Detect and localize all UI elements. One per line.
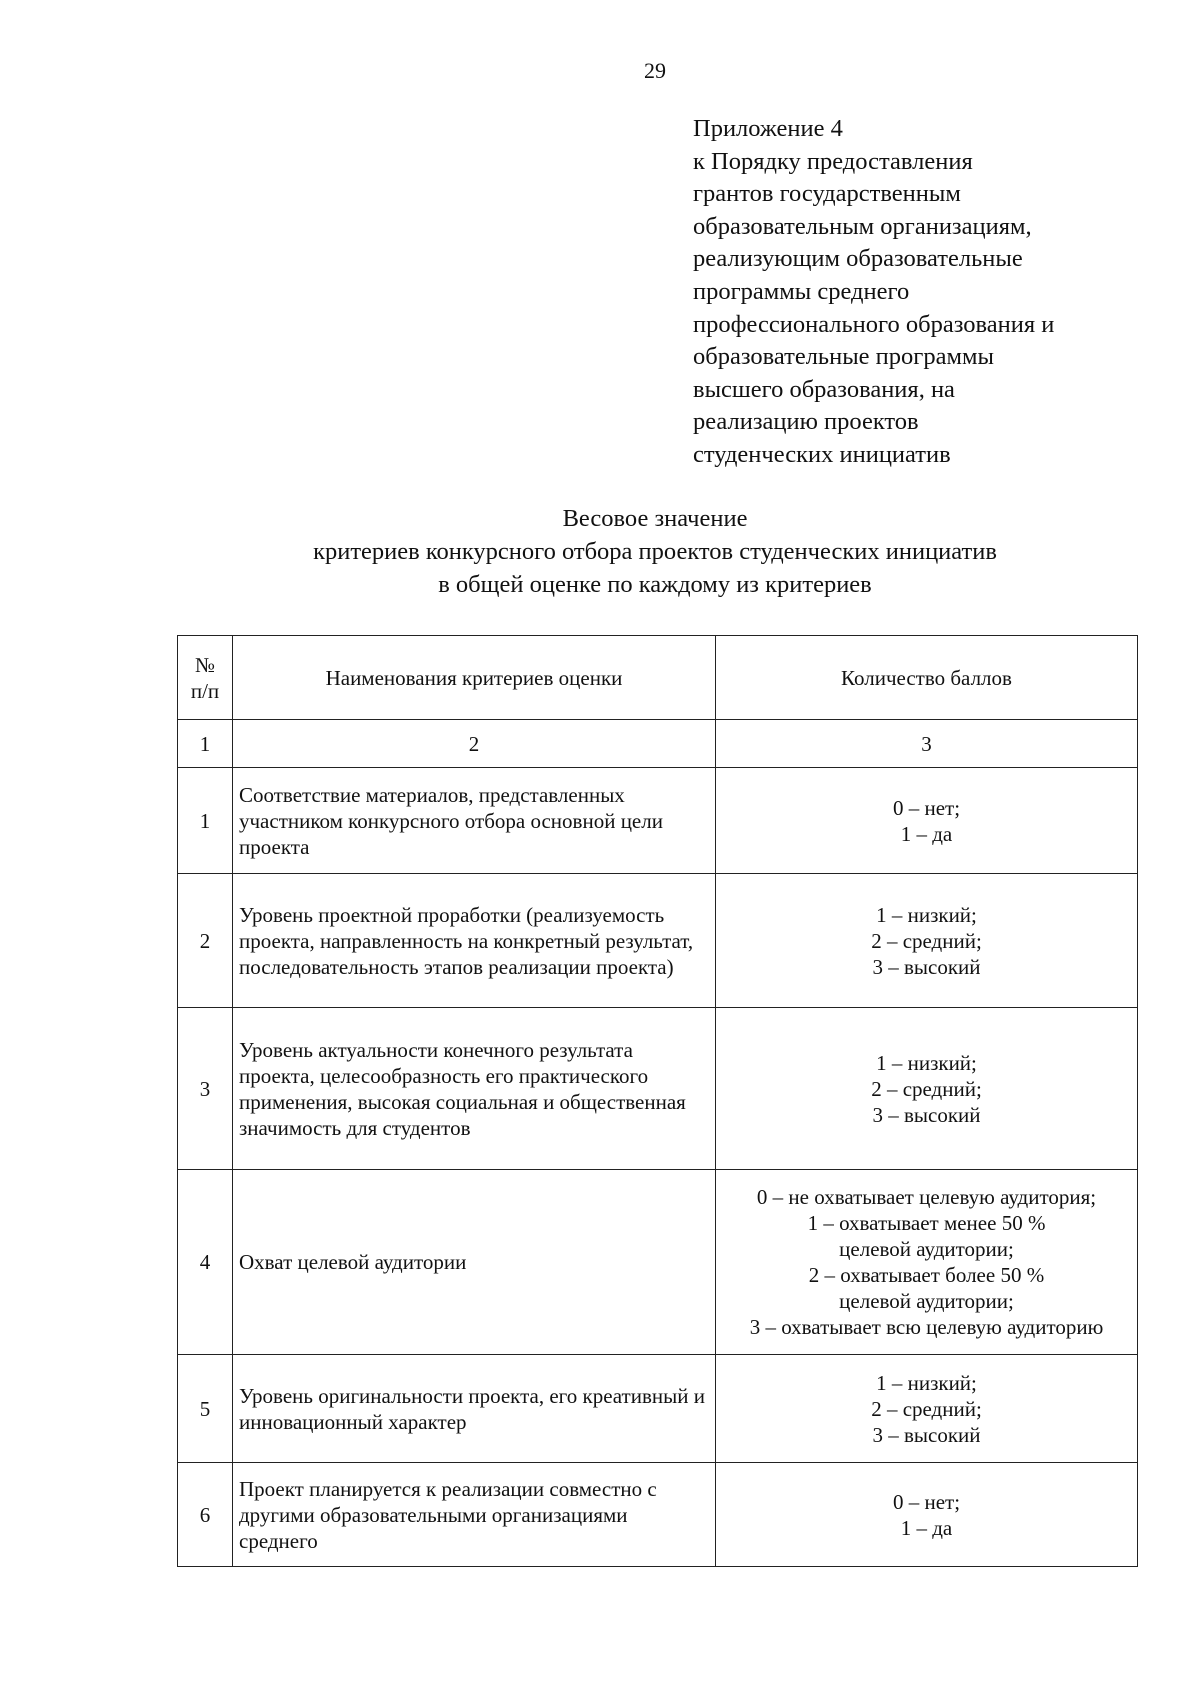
table-numbering-row xyxy=(178,720,1138,768)
title-line: в общей оценке по каждому из критериев xyxy=(438,571,872,598)
score-line: 1 – охватывает менее 50 % xyxy=(807,1211,1046,1235)
score-line: 3 – охватывает всю целевую аудиторию xyxy=(749,1315,1104,1339)
score-line: 3 – высокий xyxy=(872,1422,981,1447)
title-line: Весовое значение xyxy=(562,505,748,532)
appendix-line: грантов государственным xyxy=(693,180,961,208)
appendix-line: реализацию проектов xyxy=(693,408,919,436)
row-number: 6 xyxy=(178,1463,233,1567)
table-row xyxy=(178,1008,1138,1170)
appendix-line: студенческих инициатив xyxy=(693,440,951,468)
table-row xyxy=(178,1355,1138,1463)
numbering-cell: 3 xyxy=(716,720,1138,768)
criterion-score xyxy=(716,1170,1138,1355)
row-number: 3 xyxy=(178,1008,233,1170)
numbering-cell: 1 xyxy=(178,720,233,768)
document-title xyxy=(0,502,1200,601)
score-line: 1 – низкий; xyxy=(876,902,977,927)
criterion-name: Уровень актуальности конечного результата проекта, целесообразность его практического применения, высокая социальная и общественная значимость для студентов xyxy=(233,1008,716,1170)
header-score: Количество баллов xyxy=(716,636,1138,720)
table-row xyxy=(178,1170,1138,1355)
criteria-table xyxy=(177,635,1138,1567)
appendix-line: образовательные программы xyxy=(693,343,994,371)
criterion-score xyxy=(716,1463,1138,1567)
score-line: 0 – нет; xyxy=(892,1489,961,1514)
score-line: 2 – средний; xyxy=(871,928,982,953)
criterion-name: Проект планируется к реализации совместно с другими образовательными организациями среднего xyxy=(233,1463,716,1567)
criterion-name: Уровень проектной проработки (реализуемость проекта, направленность на конкретный результат, последовательность этапов реализации проекта) xyxy=(233,874,716,1008)
row-number: 4 xyxy=(178,1170,233,1355)
table-row xyxy=(178,1463,1138,1567)
row-number: 1 xyxy=(178,768,233,874)
criterion-name: Охват целевой аудитории xyxy=(233,1170,716,1355)
score-line: 3 – высокий xyxy=(872,1102,981,1127)
page-number: 29 xyxy=(644,58,666,83)
appendix-note xyxy=(693,113,1054,472)
header-name: Наименования критериев оценки xyxy=(233,636,716,720)
appendix-line: программы среднего xyxy=(693,277,910,305)
criterion-name: Уровень оригинальности проекта, его креативный и инновационный характер xyxy=(233,1355,716,1463)
title-line: критериев конкурсного отбора проектов студенческих инициатив xyxy=(313,538,997,565)
row-number: 5 xyxy=(178,1355,233,1463)
score-line: целевой аудитории; xyxy=(839,1237,1014,1261)
appendix-line: профессионального образования и xyxy=(693,310,1055,338)
score-line: 1 – низкий; xyxy=(876,1050,977,1075)
table-header-row xyxy=(178,636,1138,720)
score-line: 1 – низкий; xyxy=(876,1370,977,1395)
appendix-line: высшего образования, на xyxy=(693,375,955,403)
appendix-line: к Порядку предоставления xyxy=(693,147,973,175)
criterion-score xyxy=(716,768,1138,874)
numbering-cell: 2 xyxy=(233,720,716,768)
appendix-line: реализующим образовательные xyxy=(693,245,1023,273)
score-line: целевой аудитории; xyxy=(839,1289,1014,1313)
criterion-name: Соответствие материалов, представленных участником конкурсного отбора основной цели проекта xyxy=(233,768,716,874)
table-row xyxy=(178,874,1138,1008)
score-line: 2 – охватывает более 50 % xyxy=(808,1263,1045,1287)
criterion-score xyxy=(716,1008,1138,1170)
appendix-line: образовательным организациям, xyxy=(693,212,1032,240)
score-line: 0 – не охватывает целевую аудитория; xyxy=(756,1185,1097,1209)
criterion-score xyxy=(716,874,1138,1008)
score-line: 2 – средний; xyxy=(871,1396,982,1421)
row-number: 2 xyxy=(178,874,233,1008)
header-num: № п/п xyxy=(178,636,233,720)
table-row xyxy=(178,768,1138,874)
score-line: 1 – да xyxy=(900,1515,953,1540)
score-line: 0 – нет; xyxy=(892,795,961,820)
criterion-score xyxy=(716,1355,1138,1463)
score-line: 1 – да xyxy=(900,821,953,846)
appendix-line: Приложение 4 xyxy=(693,115,843,142)
score-line: 2 – средний; xyxy=(871,1076,982,1101)
score-line: 3 – высокий xyxy=(872,954,981,979)
